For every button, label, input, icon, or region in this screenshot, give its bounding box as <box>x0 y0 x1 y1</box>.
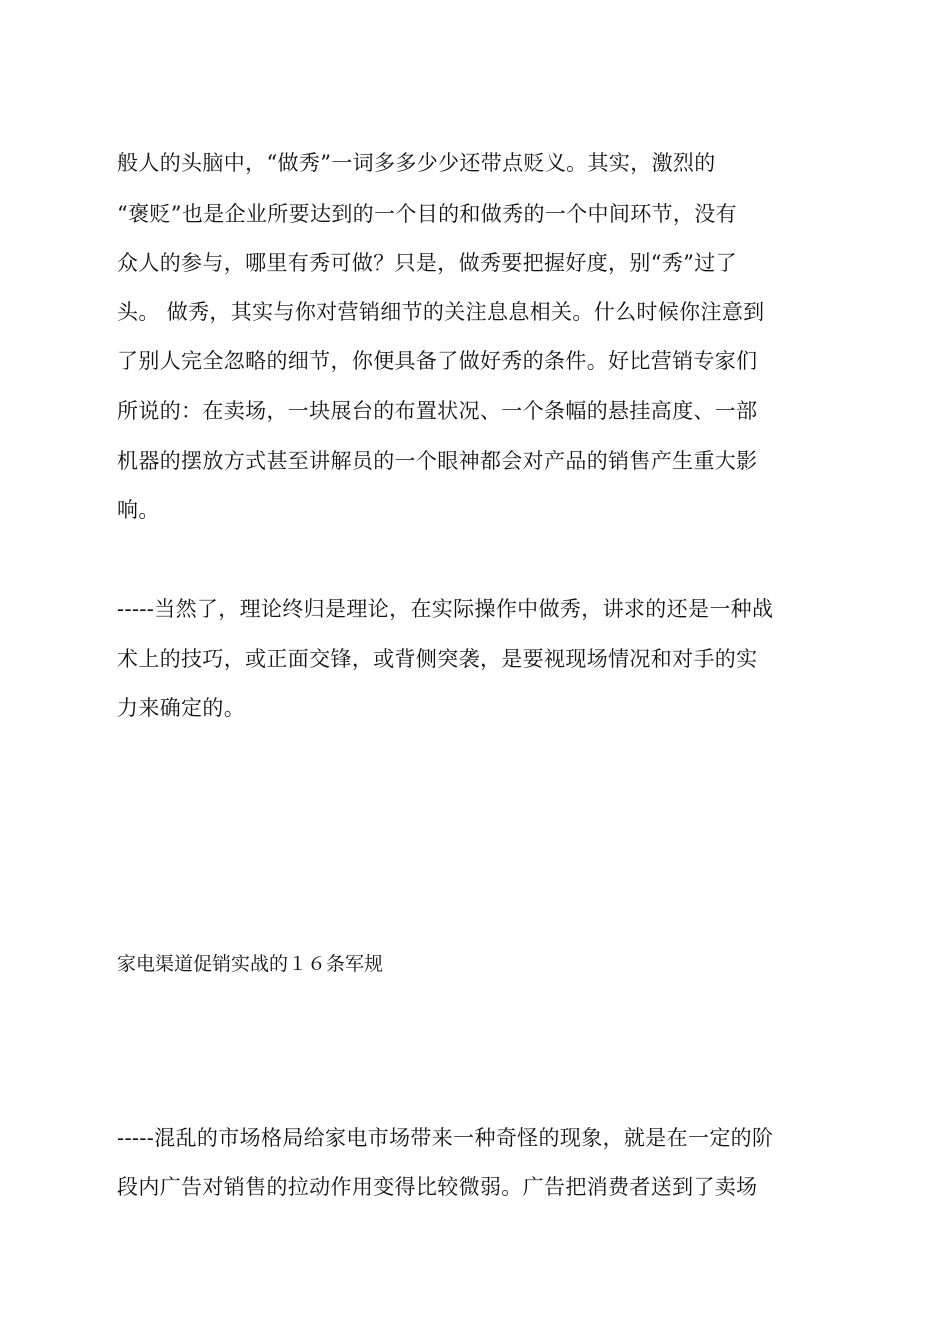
section-heading: 家电渠道促销实战的１６条军规 <box>117 953 384 975</box>
paragraph-line: “褒贬”也是企业所要达到的一个目的和做秀的一个中间环节，没有 <box>117 202 737 226</box>
paragraph-line: 头。 做秀，其实与你对营销细节的关注息息相关。什么时候你注意到 <box>117 300 765 324</box>
paragraph-line: 力来确定的。 <box>117 696 246 720</box>
paragraph-line: 众人的参与，哪里有秀可做？只是，做秀要把握好度，别“秀”过了 <box>117 251 737 275</box>
paragraph-line: 机器的摆放方式甚至讲解员的一个眼神都会对产品的销售产生重大影 <box>117 449 758 473</box>
paragraph-line: 响。 <box>117 498 160 522</box>
paragraph-line: -----当然了，理论终归是理论，在实际操作中做秀，讲求的还是一种战 <box>117 597 774 621</box>
paragraph-line: 所说的：在卖场，一块展台的布置状况、一个条幅的悬挂高度、一部 <box>117 399 758 423</box>
paragraph-line: 般人的头脑中，“做秀”一词多多少少还带点贬义。其实，激烈的 <box>117 151 716 175</box>
paragraph-line: -----混乱的市场格局给家电市场带来一种奇怪的现象，就是在一定的阶 <box>117 1126 774 1150</box>
paragraph-line: 段内广告对销售的拉动作用变得比较微弱。广告把消费者送到了卖场 <box>117 1175 758 1199</box>
paragraph-line: 术上的技巧，或正面交锋，或背侧突袭，是要视现场情况和对手的实 <box>117 647 758 671</box>
paragraph-line: 了别人完全忽略的细节，你便具备了做好秀的条件。好比营销专家们 <box>117 349 758 373</box>
